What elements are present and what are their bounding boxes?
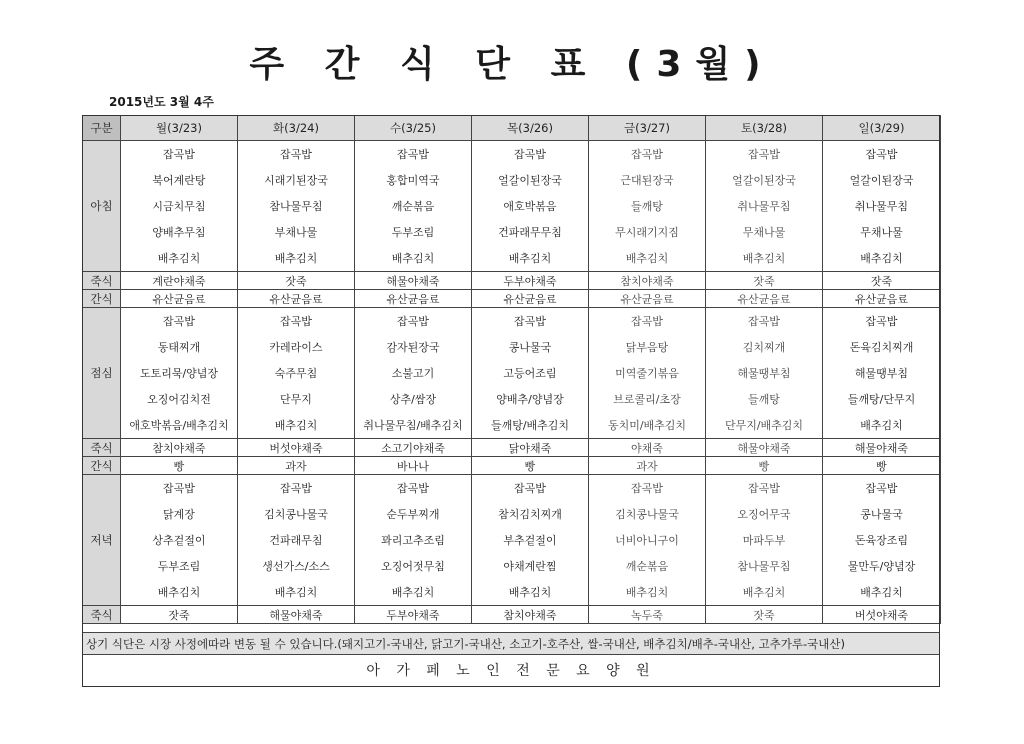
meal-category-label: 죽식 [83, 606, 121, 624]
meal-category-label: 간식 [83, 290, 121, 308]
menu-cell: 무시래기지짐 [589, 219, 706, 245]
menu-cell: 들깨탕 [589, 193, 706, 219]
menu-cell: 잡곡밥 [706, 141, 823, 168]
menu-cell: 해물땡부침 [823, 360, 941, 386]
menu-cell: 애호박볶음 [472, 193, 589, 219]
menu-cell: 잡곡밥 [355, 141, 472, 168]
meal-category-label: 죽식 [83, 439, 121, 457]
menu-cell: 야채계란찜 [472, 553, 589, 579]
menu-cell: 유산균음료 [355, 290, 472, 308]
menu-cell: 들깨탕/배추김치 [472, 412, 589, 439]
menu-cell: 유산균음료 [589, 290, 706, 308]
menu-cell: 도토리묵/양념장 [121, 360, 238, 386]
menu-cell: 빵 [823, 457, 941, 475]
menu-cell: 두부야채죽 [355, 606, 472, 624]
menu-cell: 동태찌개 [121, 334, 238, 360]
menu-cell: 배추김치 [589, 579, 706, 606]
menu-cell: 동치미/배추김치 [589, 412, 706, 439]
menu-cell: 잡곡밥 [472, 475, 589, 502]
menu-cell: 잡곡밥 [121, 475, 238, 502]
day-header: 토(3/28) [706, 116, 823, 141]
menu-cell: 소고기야채죽 [355, 439, 472, 457]
menu-cell: 잡곡밥 [238, 475, 355, 502]
meal-category-label: 죽식 [83, 272, 121, 290]
menu-cell: 콩나물국 [823, 501, 941, 527]
menu-cell: 배추김치 [706, 579, 823, 606]
facility-name: 아 가 페 노 인 전 문 요 양 원 [366, 663, 656, 679]
day-header: 금(3/27) [589, 116, 706, 141]
menu-cell: 들깨탕/단무지 [823, 386, 941, 412]
day-header: 목(3/26) [472, 116, 589, 141]
menu-cell: 홍합미역국 [355, 167, 472, 193]
menu-cell: 마파두부 [706, 527, 823, 553]
menu-cell: 배추김치 [238, 579, 355, 606]
menu-cell: 참치야채죽 [472, 606, 589, 624]
menu-cell: 너비아니구이 [589, 527, 706, 553]
menu-cell: 잣죽 [706, 606, 823, 624]
menu-cell: 감자된장국 [355, 334, 472, 360]
menu-cell: 유산균음료 [472, 290, 589, 308]
menu-cell: 배추김치 [472, 579, 589, 606]
day-header: 월(3/23) [121, 116, 238, 141]
menu-cell: 부채나물 [238, 219, 355, 245]
menu-cell: 빵 [706, 457, 823, 475]
menu-cell: 오징어젓무침 [355, 553, 472, 579]
menu-cell: 무채나물 [823, 219, 941, 245]
menu-cell: 해물야채죽 [238, 606, 355, 624]
menu-cell: 야채죽 [589, 439, 706, 457]
menu-cell: 배추김치 [589, 245, 706, 272]
menu-cell: 취나물무침 [823, 193, 941, 219]
menu-cell: 배추김치 [706, 245, 823, 272]
menu-cell: 잡곡밥 [706, 308, 823, 335]
menu-cell: 돈육장조림 [823, 527, 941, 553]
menu-cell: 카레라이스 [238, 334, 355, 360]
menu-cell: 시래기된장국 [238, 167, 355, 193]
menu-cell: 얼갈이된장국 [823, 167, 941, 193]
menu-cell: 버섯야채죽 [238, 439, 355, 457]
menu-cell: 두부조림 [121, 553, 238, 579]
menu-cell: 애호박볶음/배추김치 [121, 412, 238, 439]
menu-cell: 참나물무침 [706, 553, 823, 579]
menu-cell: 잡곡밥 [589, 475, 706, 502]
menu-cell: 참나물무침 [238, 193, 355, 219]
menu-cell: 배추김치 [355, 579, 472, 606]
menu-cell: 양배추/양념장 [472, 386, 589, 412]
menu-cell: 잡곡밥 [472, 308, 589, 335]
menu-cell: 무채나물 [706, 219, 823, 245]
meal-category-label: 아침 [83, 141, 121, 272]
menu-cell: 건파래무무침 [472, 219, 589, 245]
menu-cell: 배추김치 [121, 579, 238, 606]
menu-cell: 잡곡밥 [823, 141, 941, 168]
menu-cell: 유산균음료 [823, 290, 941, 308]
menu-cell: 미역줄기볶음 [589, 360, 706, 386]
menu-cell: 깨순볶음 [355, 193, 472, 219]
menu-cell: 배추김치 [355, 245, 472, 272]
menu-cell: 생선가스/소스 [238, 553, 355, 579]
menu-cell: 상추겉절이 [121, 527, 238, 553]
menu-cell: 김치콩나물국 [238, 501, 355, 527]
menu-cell: 잡곡밥 [823, 475, 941, 502]
menu-cell: 유산균음료 [706, 290, 823, 308]
menu-cell: 잡곡밥 [238, 141, 355, 168]
menu-cell: 참치김치찌개 [472, 501, 589, 527]
meal-category-label: 저녁 [83, 475, 121, 606]
menu-cell: 과자 [589, 457, 706, 475]
menu-cell: 잡곡밥 [355, 475, 472, 502]
menu-cell: 들깨탕 [706, 386, 823, 412]
menu-cell: 김치찌개 [706, 334, 823, 360]
menu-cell: 배추김치 [823, 579, 941, 606]
menu-cell: 두부조림 [355, 219, 472, 245]
menu-cell: 잡곡밥 [238, 308, 355, 335]
menu-cell: 잡곡밥 [589, 141, 706, 168]
menu-cell: 배추김치 [238, 412, 355, 439]
menu-cell: 얼갈이된장국 [472, 167, 589, 193]
week-subtitle: 2015년도 3월 4주 [109, 95, 214, 109]
menu-cell: 해물야채죽 [355, 272, 472, 290]
menu-cell: 시금치무침 [121, 193, 238, 219]
menu-cell: 닭부음탕 [589, 334, 706, 360]
menu-cell: 꽈리고추조림 [355, 527, 472, 553]
menu-cell: 닭야채죽 [472, 439, 589, 457]
menu-cell: 취나물무침 [706, 193, 823, 219]
menu-cell: 고등어조림 [472, 360, 589, 386]
menu-cell: 브로콜리/초장 [589, 386, 706, 412]
menu-cell: 소불고기 [355, 360, 472, 386]
menu-cell: 참치야채죽 [121, 439, 238, 457]
menu-cell: 참치야채죽 [589, 272, 706, 290]
menu-cell: 깨순볶음 [589, 553, 706, 579]
menu-cell: 과자 [238, 457, 355, 475]
menu-cell: 잡곡밥 [121, 308, 238, 335]
menu-cell: 배추김치 [238, 245, 355, 272]
menu-cell: 해물야채죽 [706, 439, 823, 457]
menu-cell: 잡곡밥 [472, 141, 589, 168]
menu-cell: 단무지/배추김치 [706, 412, 823, 439]
day-header: 화(3/24) [238, 116, 355, 141]
menu-cell: 콩나물국 [472, 334, 589, 360]
menu-cell: 잡곡밥 [589, 308, 706, 335]
menu-cell: 닭계장 [121, 501, 238, 527]
menu-cell: 건파래무침 [238, 527, 355, 553]
menu-cell: 녹두죽 [589, 606, 706, 624]
menu-cell: 얼갈이된장국 [706, 167, 823, 193]
menu-cell: 상추/쌈장 [355, 386, 472, 412]
menu-cell: 잣죽 [823, 272, 941, 290]
menu-cell: 유산균음료 [121, 290, 238, 308]
menu-cell: 계란야채죽 [121, 272, 238, 290]
category-header: 구분 [83, 116, 121, 141]
menu-cell: 배추김치 [472, 245, 589, 272]
table-frame [82, 115, 940, 687]
menu-cell: 배추김치 [823, 412, 941, 439]
menu-cell: 잡곡밥 [355, 308, 472, 335]
menu-cell: 잣죽 [121, 606, 238, 624]
menu-cell: 북어계란탕 [121, 167, 238, 193]
meal-category-label: 점심 [83, 308, 121, 439]
menu-cell: 빵 [472, 457, 589, 475]
menu-cell: 잣죽 [238, 272, 355, 290]
menu-cell: 돈육김치찌개 [823, 334, 941, 360]
menu-cell: 빵 [121, 457, 238, 475]
menu-cell: 오징어김치전 [121, 386, 238, 412]
menu-cell: 잡곡밥 [706, 475, 823, 502]
menu-cell: 취나물무침/배추김치 [355, 412, 472, 439]
menu-cell: 단무지 [238, 386, 355, 412]
menu-cell: 숙주무침 [238, 360, 355, 386]
origin-note: 상기 식단은 시장 사정에따라 변동 될 수 있습니다.(돼지고기-국내산, 닭고기-국내산, 소고기-호주산, 쌀-국내산, 배추김치/배추-국내산, 고추가루-국내산) [82, 632, 940, 655]
menu-cell: 잡곡밥 [823, 308, 941, 335]
menu-cell: 근대된장국 [589, 167, 706, 193]
menu-cell: 순두부찌개 [355, 501, 472, 527]
menu-cell: 잡곡밥 [121, 141, 238, 168]
menu-cell: 유산균음료 [238, 290, 355, 308]
day-header: 일(3/29) [823, 116, 941, 141]
menu-cell: 부추겉절이 [472, 527, 589, 553]
menu-cell: 오징어무국 [706, 501, 823, 527]
day-header: 수(3/25) [355, 116, 472, 141]
menu-cell: 김치콩나물국 [589, 501, 706, 527]
menu-cell: 바나나 [355, 457, 472, 475]
page-title: 주 간 식 단 표 (3월) [249, 44, 775, 85]
menu-cell: 양배추무침 [121, 219, 238, 245]
menu-cell: 잣죽 [706, 272, 823, 290]
meal-category-label: 간식 [83, 457, 121, 475]
menu-cell: 배추김치 [121, 245, 238, 272]
menu-cell: 물만두/양념장 [823, 553, 941, 579]
menu-cell: 해물땡부침 [706, 360, 823, 386]
menu-cell: 버섯야채죽 [823, 606, 941, 624]
menu-cell: 두부야채죽 [472, 272, 589, 290]
menu-cell: 배추김치 [823, 245, 941, 272]
menu-cell: 해물야채죽 [823, 439, 941, 457]
